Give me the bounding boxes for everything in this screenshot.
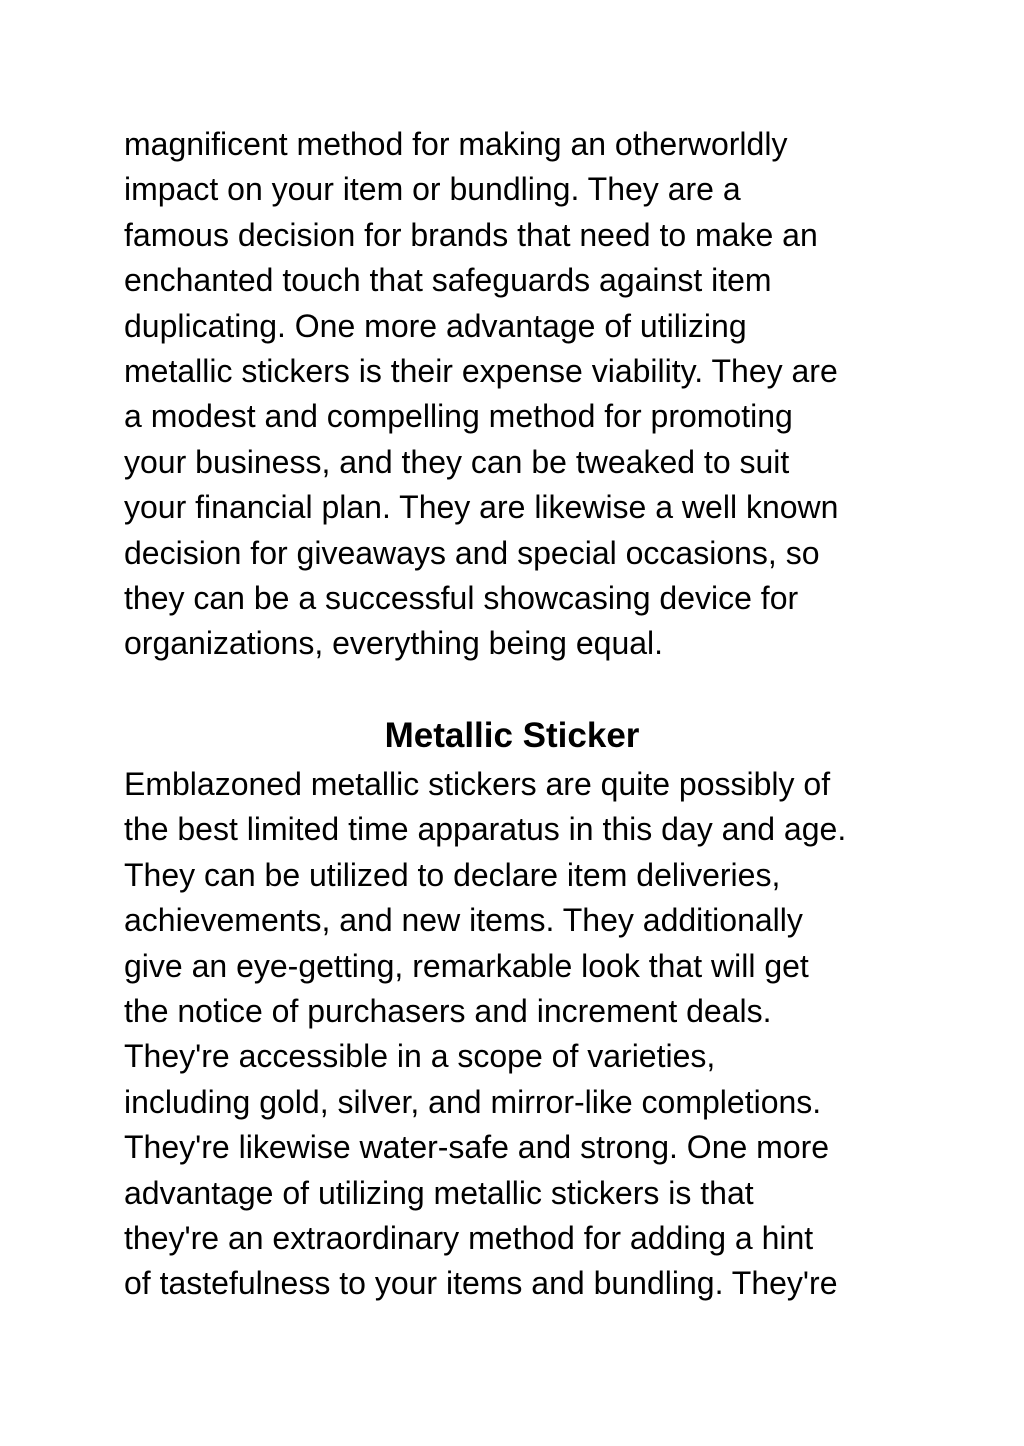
- body-paragraph-intro: magnificent method for making an otherworldly impact on your item or bundling. They are a famous decision for brands that need to make an enchanted touch that safeguards against item duplicating. One more advantage of utilizing metallic stickers is their expense viability. They are a modest and compelling method for promoting your business, and they can be tweaked to suit your financial plan. They are likewise a well known decision for giveaways and special occasions, so they can be a successful showcasing device for organizations, everything being equal.: [124, 126, 839, 662]
- body-paragraph-metallic-sticker: Emblazoned metallic stickers are quite possibly of the best limited time apparatus in this day and age. They can be utilized to declare item deliveries, achievements, and new items. They additionally give an eye-getting, remarkable look that will get the notice of purchasers and increment deals. They're accessible in a scope of varieties, including gold, silver, and mirror-like completions. They're likewise water-safe and strong. One more advantage of utilizing metallic stickers is that they're an extraordinary method for adding a hint of tastefulness to your items and bundling. They're: [124, 766, 847, 1302]
- section-heading: Metallic Sticker: [384, 716, 640, 755]
